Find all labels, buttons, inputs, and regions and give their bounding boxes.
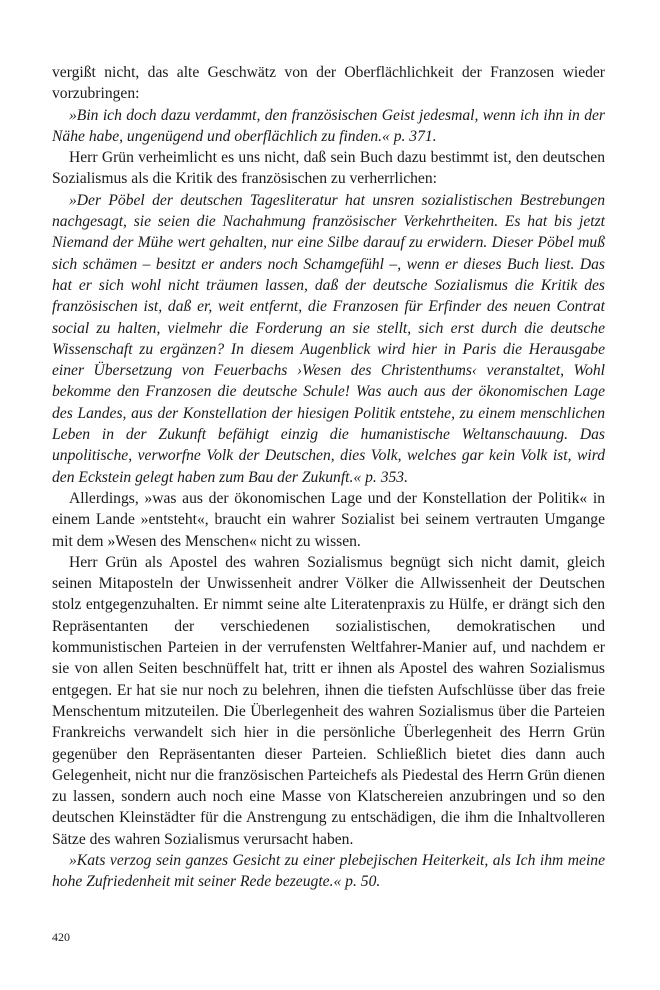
quote-oberflaechlich: »Bin ich doch dazu verdammt, den französischen Geist jedesmal, wenn ich ihn in der Nähe habe, ungenügend und oberflächlich zu finden.« p. 371. xyxy=(52,106,605,145)
paragraph-gruen-buch: Herr Grün verheimlicht es uns nicht, daß sein Buch dazu bestimmt ist, den deutschen Sozialismus als die Kritik des französischen zu verherrlichen: xyxy=(52,149,605,188)
page-number: 420 xyxy=(52,930,70,944)
quote-kats: »Kats verzog sein ganzes Gesicht zu einer plebejischen Heiterkeit, als Ich ihm meine hohe Zufriedenheit mit seiner Rede bezeugte.« p. 50. xyxy=(52,851,605,891)
page-body xyxy=(52,62,605,893)
paragraph-apostel: Herr Grün als Apostel des wahren Sozialismus begnügt sich nicht damit, gleich seinen Mitaposteln der Unwissenheit andrer Völker die Allwissenheit der Deutschen stolz entgegenzuhalten. Er nimmt seine alte Literatenpraxis zu Hülfe, er drängt sich den Repräsentanten der verschiedenen sozialistischen, demokratischen und kommunistischen Parteien in der verrufensten Weltfahrer-Manier auf, und nachdem er sie von allen Seiten beschnüffelt hat, tritt er ihnen als Apostel des wahren Sozialismus entgegen. Er hat sie nur noch zu belehren, ihnen die tiefsten Aufschlüsse über das freie Menschentum mitzuteilen. Die Überlegenheit des wahren Sozialismus über die Parteien Frankreichs verwandelt sich hier in die persönliche Überlegenheit des Herrn Grün gegenüber den Repräsentanten dieser Parteien. Schließlich bietet dies dann auch Gelegenheit, nicht nur die französischen Parteichefs als Piedestal des Herrn Grün dienen zu lassen, sondern auch noch eine Masse von Klatschereien anzubringen und so den deutschen Kleinstädter für die Anstrengung zu entschädigen, die ihm die Inhaltvolleren Sätze des wahren Sozialismus verursacht haben. xyxy=(52,553,605,848)
quote-poebel: »Der Pöbel der deutschen Tagesliteratur hat unsren sozialistischen Bestrebungen nachgesagt, sie seien die Nachahmung französischer Verkehrtheiten. Es hat bis jetzt Niemand der Mühe wert gehalten, nur eine Silbe darauf zu erwidern. Dieser Pöbel muß sich schämen – besitzt er anders noch Schamgefühl –, wenn er dieses Buch liest. Das hat er sich wohl nicht träumen lassen, daß der deutsche Sozialismus die Kritik des französischen ist, daß er, weit entfernt, die Franzosen für Erfinder des neuen Contrat social zu halten, vielmehr die Forderung an sie stellt, sich erst durch die deutsche Wissenschaft zu ergänzen? In diesem Augenblick wird hier in Paris die Herausgabe einer Übersetzung von Feuerbachs ›Wesen des Christenthums‹ veranstaltet, Wohl bekomme den Franzosen die deutsche Schule! Was auch aus der ökonomischen Lage des Landes, aus der Konstellation der hiesigen Politik entstehe, zu einem menschlichen Leben in der Zukunft befähigt einzig die humanistische Weltanschauung. Das unpolitische, verworfne Volk der Deutschen, dies Volk, welches gar kein Volk ist, wird den Eckstein gelegt haben zum Bau der Zukunft.« p. 353. xyxy=(52,191,605,486)
paragraph-allerdings: Allerdings, »was aus der ökonomischen Lage und der Konstellation der Politik« in einem Lande »entsteht«, braucht ein wahrer Sozialist bei seinem vertrauten Umgange mit dem »Wesen des Menschen« nicht zu wissen. xyxy=(52,489,605,550)
paragraph-continuation: vergißt nicht, das alte Geschwätz von der Oberflächlichkeit der Franzosen wieder vorzubringen: xyxy=(52,64,605,103)
